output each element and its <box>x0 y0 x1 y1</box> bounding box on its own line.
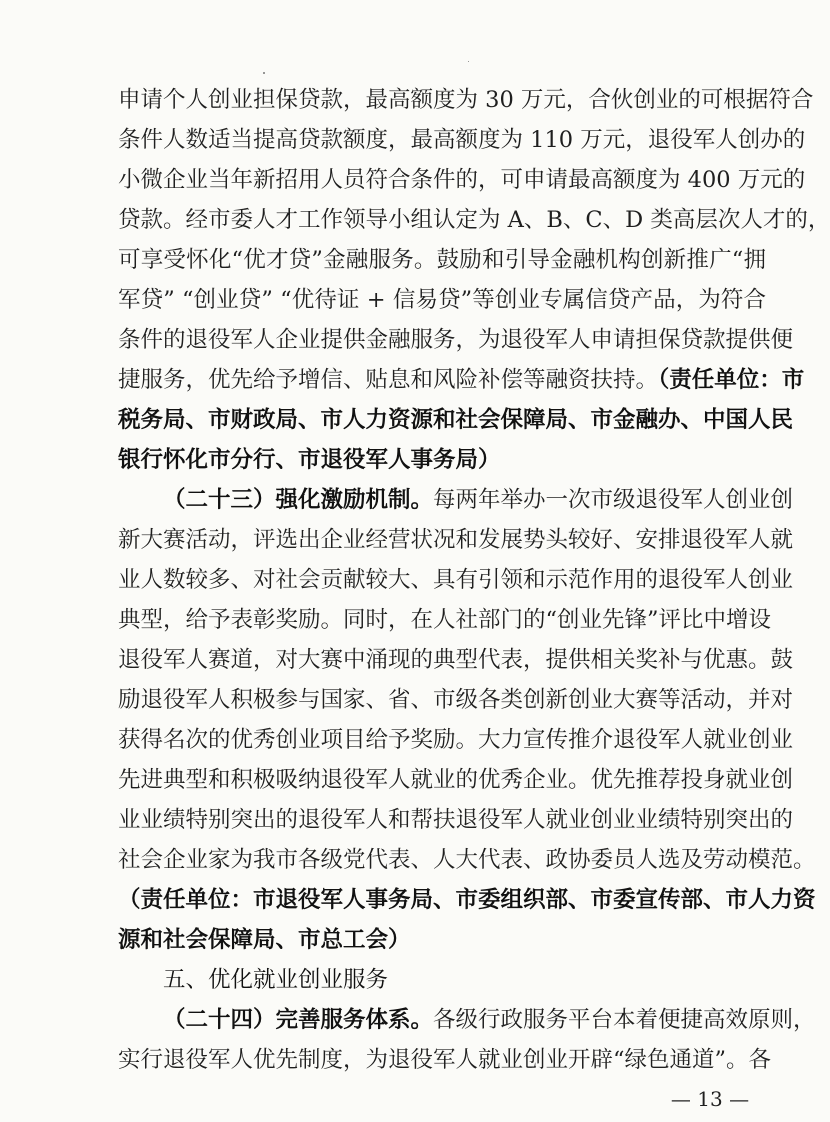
paragraph-2-line-9: 业业绩特别突出的退役军人和帮扶退役军人就业创业业绩特别突出的 <box>118 807 794 833</box>
paragraph-3-title: （二十四）完善服务体系。 <box>163 1007 434 1033</box>
responsibility-label-1: （责任单位：市 <box>658 367 805 393</box>
paragraph-3-line-1 <box>163 1000 816 1040</box>
paragraph-2-line-1-text: 每两年举办一次市级退役军人创业创 <box>433 487 794 513</box>
paragraph-2-line-5: 退役军人赛道，对大赛中涌现的典型代表，提供相关奖补与优惠。鼓 <box>118 647 794 673</box>
paragraph-3-line-1-text: 各级行政服务平台本着便捷高效原则， <box>433 1007 816 1033</box>
paragraph-1-line-3: 小微企业当年新招用人员符合条件的，可申请最高额度为 400 万元的 <box>118 167 806 193</box>
paragraph-2-line-7: 获得名次的优秀创业项目给予奖励。大力宣传推介退役军人就业创业 <box>118 727 794 753</box>
page-number: — 13 — <box>670 1087 750 1111</box>
scan-speck <box>468 61 469 62</box>
paragraph-2-line-10: 社会企业家为我市各级党代表、人大代表、政协委员人选及劳动模范。 <box>118 847 816 873</box>
paragraph-1-line-1: 申请个人创业担保贷款，最高额度为 30 万元，合伙创业的可根据符合 <box>118 87 814 113</box>
paragraph-1-line-2: 条件人数适当提高贷款额度，最高额度为 110 万元，退役军人创办的 <box>118 127 806 153</box>
paragraph-2-line-6: 励退役军人积极参与国家、省、市级各类创新创业大赛等活动，并对 <box>118 687 794 713</box>
paragraph-1-line-6: 军贷” “创业贷” “优待证 + 信易贷”等创业专属信贷产品，为符合 <box>118 287 766 313</box>
paragraph-1-line-10: 银行怀化市分行、市退役军人事务局） <box>118 447 501 473</box>
paragraph-1-line-9: 税务局、市财政局、市人力资源和社会保障局、市金融办、中国人民 <box>118 407 794 433</box>
paragraph-1-line-5: 可享受怀化“优才贷”金融服务。鼓励和引导金融机构创新推广“拥 <box>118 247 766 273</box>
paragraph-1-line-4: 贷款。经市委人才工作领导小组认定为 A、B、C、D 类高层次人才的， <box>118 207 830 233</box>
paragraph-3-line-2: 实行退役军人优先制度，为退役军人就业创业开辟“绿色通道”。各 <box>118 1047 772 1073</box>
paragraph-1-line-7: 条件的退役军人企业提供金融服务，为退役军人申请担保贷款提供便 <box>118 327 794 353</box>
paragraph-2-title: （二十三）强化激励机制。 <box>163 487 434 513</box>
paragraph-2-line-3: 业人数较多、对社会贡献较大、具有引领和示范作用的退役军人创业 <box>118 567 794 593</box>
paragraph-2-line-11: （责任单位：市退役军人事务局、市委组织部、市委宣传部、市人力资 <box>118 887 816 913</box>
paragraph-2-line-8: 先进典型和积极吸纳退役军人就业的优秀企业。优先推荐投身就业创 <box>118 767 794 793</box>
paragraph-1-line-8-text: 捷服务，优先给予增信、贴息和风险补偿等融资扶持。 <box>118 367 659 393</box>
paragraph-2-line-4: 典型，给予表彰奖励。同时，在人社部门的“创业先锋”评比中增设 <box>118 607 772 633</box>
paragraph-2-line-12: 源和社会保障局、市总工会） <box>118 927 411 953</box>
scan-speck <box>263 72 265 74</box>
section-heading: 五、优化就业创业服务 <box>163 967 389 993</box>
paragraph-1-line-8 <box>118 360 805 400</box>
paragraph-2-line-1 <box>163 480 794 520</box>
paragraph-2-line-2: 新大赛活动，评选出企业经营状况和发展势头较好、安排退役军人就 <box>118 527 794 553</box>
